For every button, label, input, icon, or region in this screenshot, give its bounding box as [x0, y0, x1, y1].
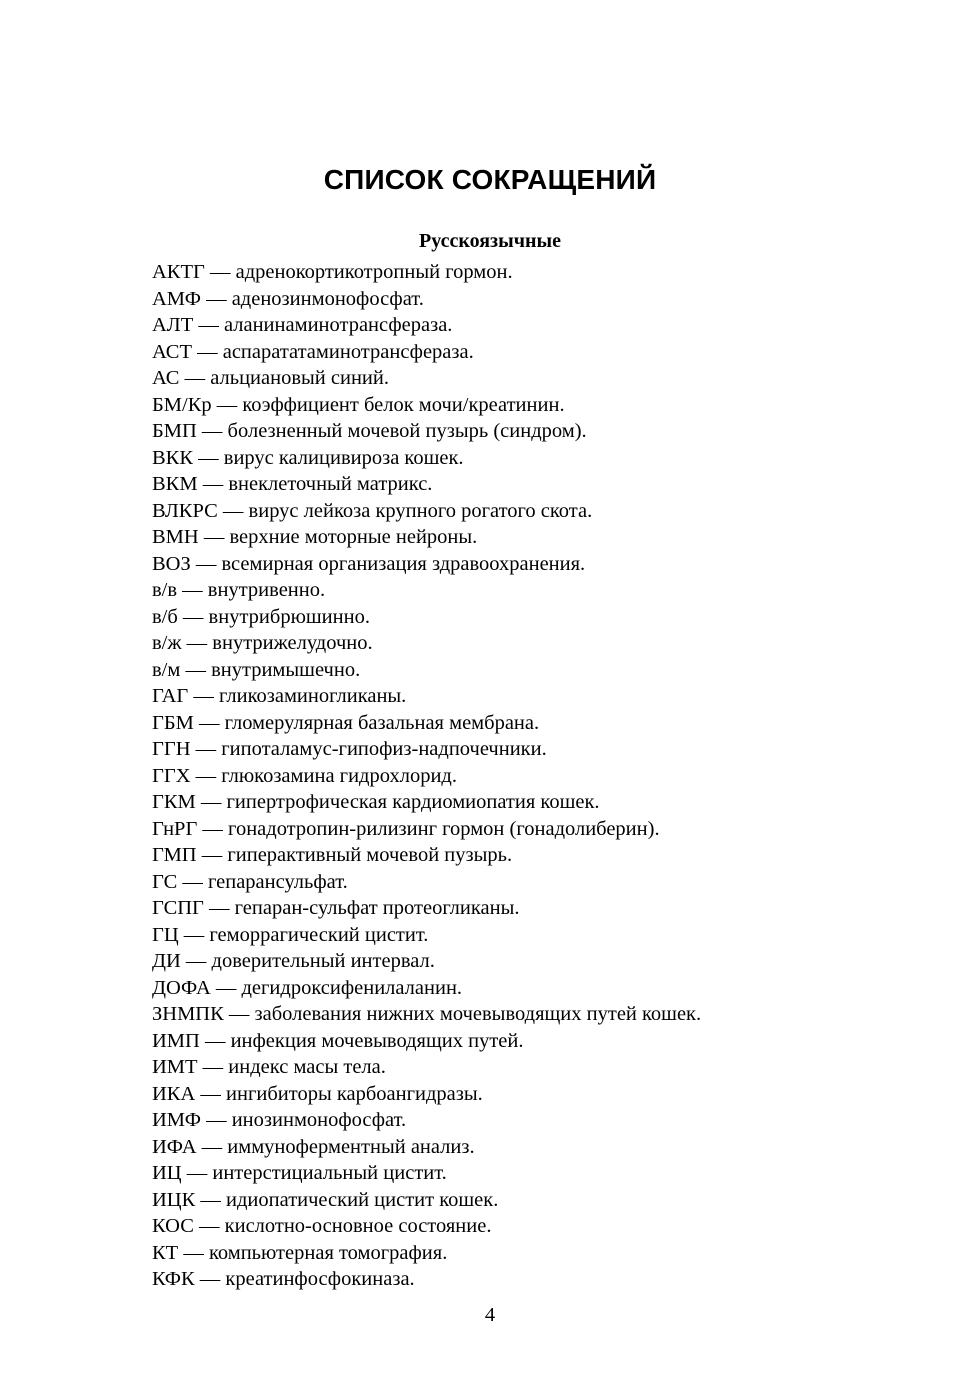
list-item: КФК — креатинфосфокиназа. — [152, 1268, 415, 1290]
list-item: ГнРГ — гонадотропин-рилизинг гормон (гонадолиберин). — [152, 817, 660, 840]
list-item: ВЛКРС — вирус лейкоза крупного рогатого скота. — [152, 499, 593, 522]
list-item: ИМП — инфекция мочевыводящих путей. — [152, 1029, 524, 1052]
list-item: АЛТ — аланинаминотрансфераза. — [152, 314, 453, 336]
list-item: ГГХ — глюкозамина гидрохлорид. — [152, 764, 457, 787]
list-item: АКТГ — адренокортикотропный гормон. — [152, 261, 513, 283]
list-item: ГС — гепарансульфат. — [152, 870, 348, 893]
list-item: ГМП — гиперактивный мочевой пузырь. — [152, 844, 513, 866]
list-item: в/ж — внутрижелудочно. — [152, 632, 373, 654]
list-item: в/в — внутривенно. — [152, 579, 326, 601]
list-item: ГСПГ — гепаран-сульфат протеогликаны. — [152, 897, 520, 919]
list-item: ВОЗ — всемирная организация здравоохранения. — [152, 552, 586, 575]
list-item: БМ/Кр — коэффициент белок мочи/креатинин. — [152, 393, 565, 416]
list-item: ДОФА — дегидроксифенилаланин. — [152, 976, 463, 999]
list-item: ЗНМПК — заболевания нижних мочевыводящих путей кошек. — [152, 1003, 702, 1025]
list-item: АМФ — аденозинмонофосфат. — [152, 287, 424, 310]
list-item: ИКА — ингибиторы карбоангидразы. — [152, 1082, 483, 1105]
list-item: КТ — компьютерная томография. — [152, 1241, 448, 1264]
list-item: ГЦ — геморрагический цистит. — [152, 923, 429, 946]
list-item: КОС — кислотно-основное состояние. — [152, 1215, 492, 1237]
list-item: ГГН — гипоталамус-гипофиз-надпочечники. — [152, 738, 547, 760]
list-item: ИЦК — идиопатический цистит кошек. — [152, 1188, 499, 1211]
list-item: АСТ — аспарататаминотрансфераза. — [152, 340, 474, 363]
list-item: в/м — внутримышечно. — [152, 658, 361, 681]
list-item: ГАГ — гликозаминогликаны. — [152, 685, 407, 707]
list-item: в/б — внутрибрюшинно. — [152, 605, 370, 628]
list-item: АС — альциановый синий. — [152, 367, 389, 389]
list-item: ВКМ — внеклеточный матрикс. — [152, 473, 433, 495]
list-item: ДИ — доверительный интервал. — [152, 950, 435, 972]
list-item: ГКМ — гипертрофическая кардиомиопатия кошек. — [152, 791, 600, 813]
list-item: ВКК — вирус калицивироза кошек. — [152, 446, 464, 469]
list-item: ИМФ — инозинмонофосфат. — [152, 1109, 407, 1131]
page-number: 4 — [484, 1304, 496, 1326]
list-item: ИФА — иммуноферментный анализ. — [152, 1135, 475, 1158]
abbreviation-list — [152, 259, 932, 1293]
list-item: ИМТ — индекс масы тела. — [152, 1056, 386, 1078]
list-item: ГБМ — гломерулярная базальная мембрана. — [152, 711, 540, 734]
list-item: ВМН — верхние моторные нейроны. — [152, 526, 478, 548]
page-title: СПИСОК СОКРАЩЕНИЙ — [323, 164, 657, 195]
list-item: ИЦ — интерстициальный цистит. — [152, 1162, 447, 1184]
list-item: БМП — болезненный мочевой пузырь (синдром). — [152, 420, 587, 442]
section-title: Русскоязычные — [418, 230, 561, 252]
